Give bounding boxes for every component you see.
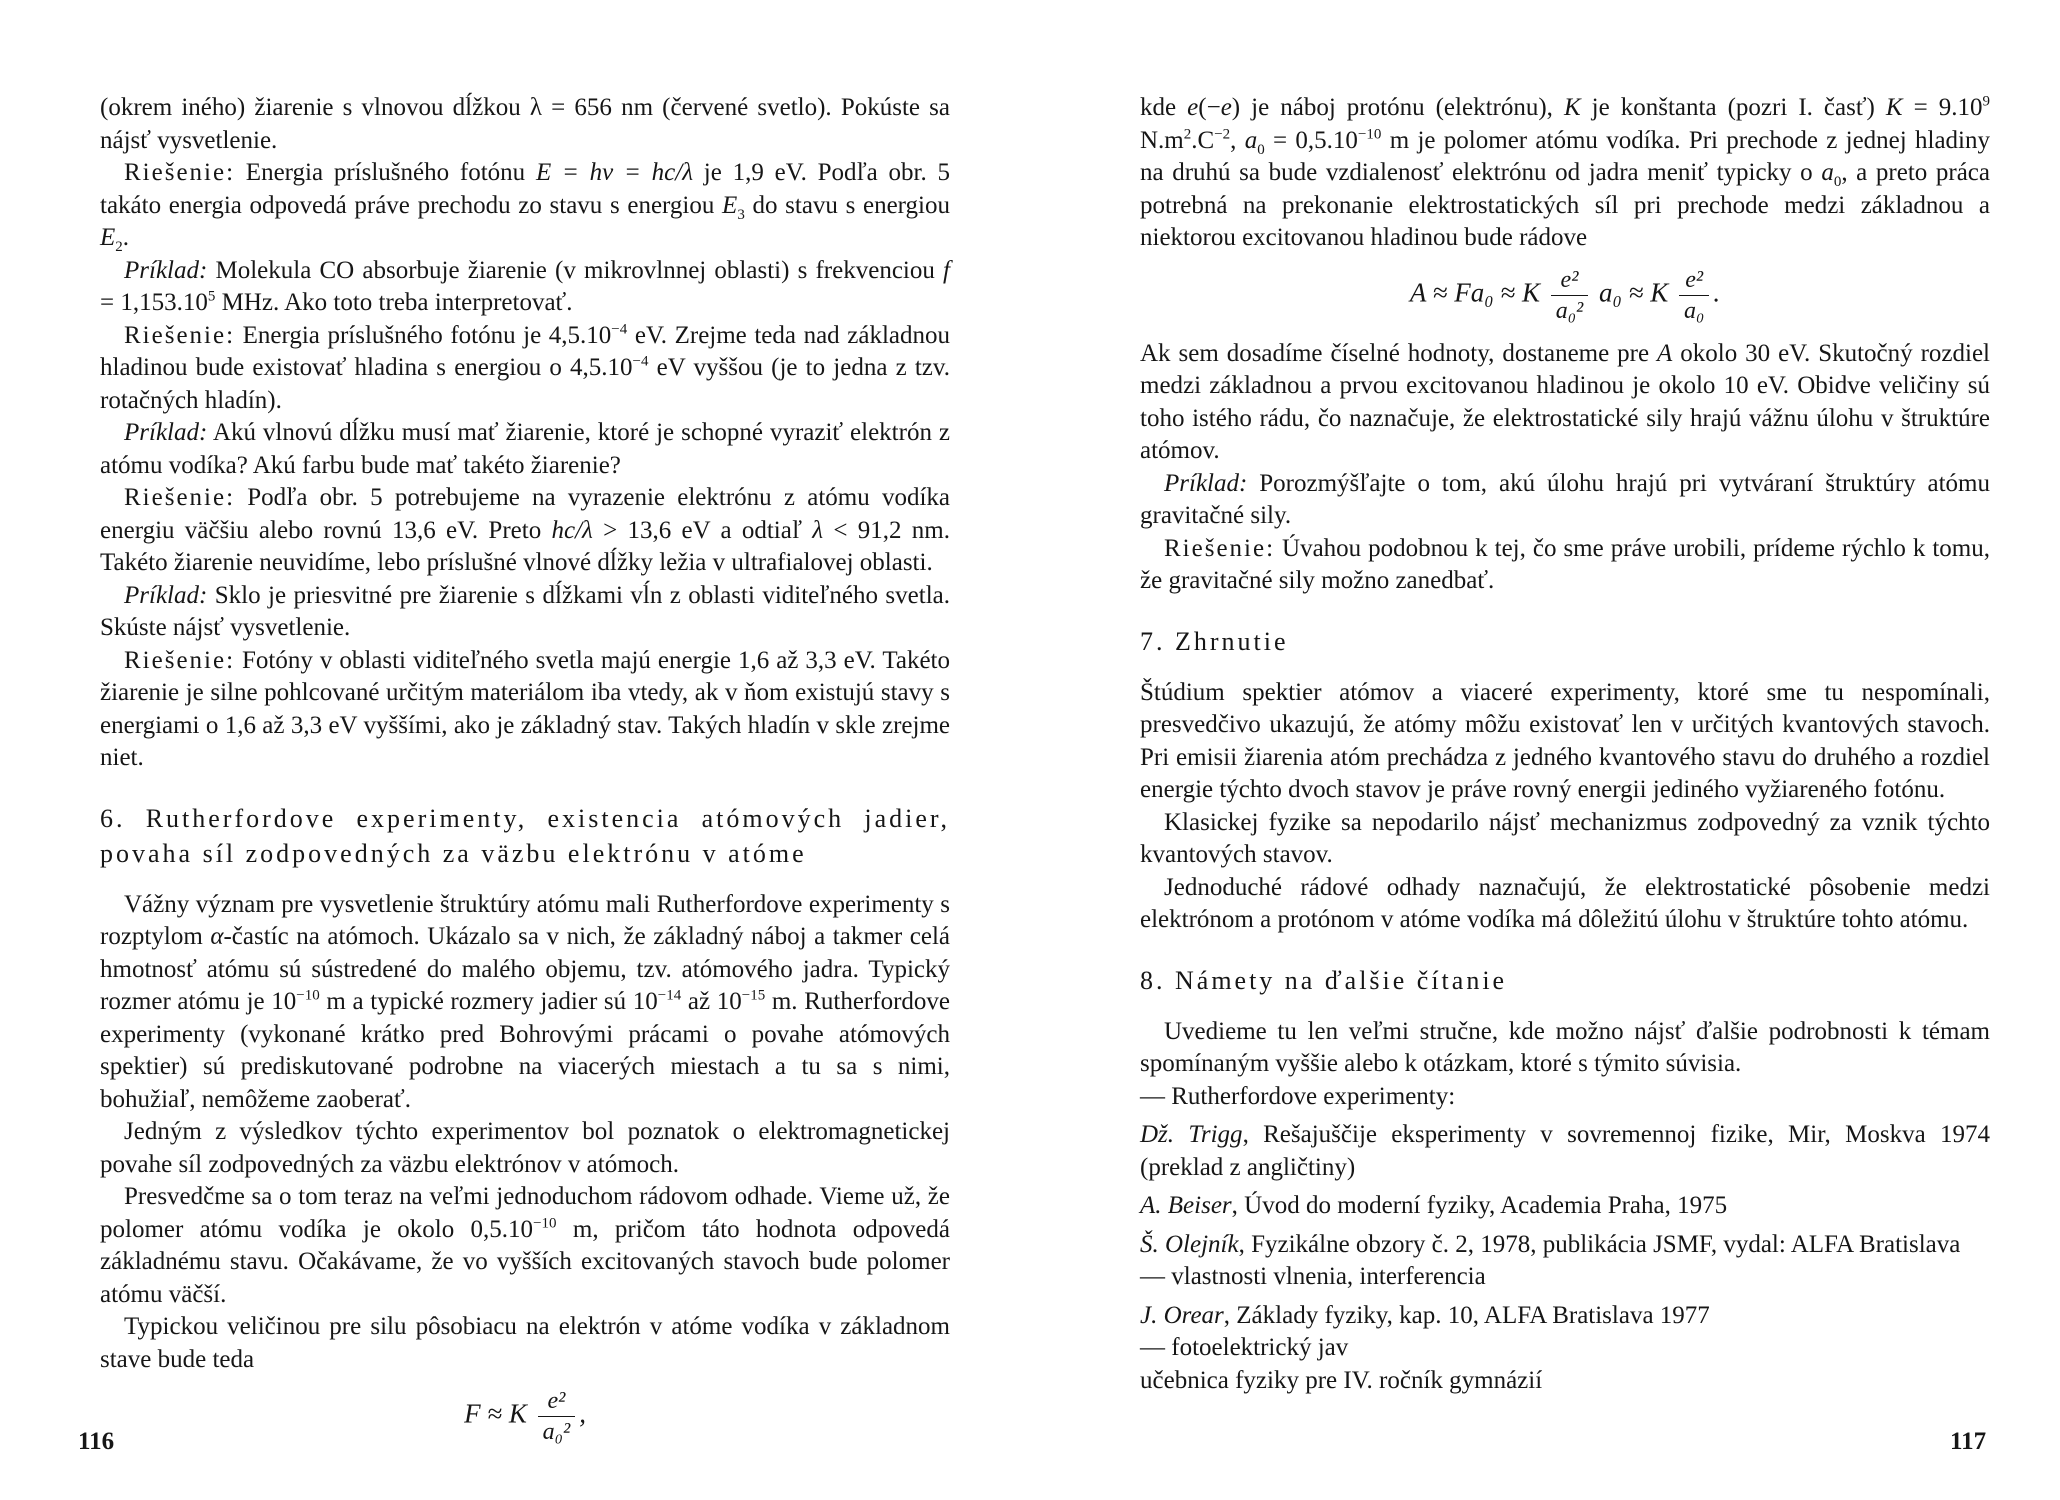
solution-paragraph xyxy=(100,320,950,418)
numerator: e² xyxy=(538,1386,576,1417)
superscript: 2 xyxy=(1183,126,1192,143)
page-number: 116 xyxy=(78,1428,115,1455)
text-run: Ak sem dosadíme číselné hodnoty, dostaneme pre xyxy=(1140,339,1658,367)
right-page xyxy=(1140,92,1990,1397)
symbol: λ xyxy=(812,516,824,544)
text-run: -častíc na atómoch. Ukázalo sa v nich, že základný náboj a takmer celá hmotnosť atómu sú sústredené do malého objemu, tzv. atómového jadra. Typický rozmer atómu je 10 xyxy=(100,923,950,1015)
superscript: −10 xyxy=(533,1215,557,1232)
text-run: Presvedčme sa o tom teraz na veľmi jednoduchom rádovom odhade. Vieme už, že polomer atómu vodíka je okolo 0,5.10 xyxy=(100,1183,950,1243)
reference-author: Dž. Trigg xyxy=(1140,1121,1243,1148)
solution-paragraph xyxy=(100,645,950,775)
paragraph xyxy=(1140,338,1990,468)
formula-force xyxy=(100,1386,950,1447)
denominator: a₀² xyxy=(1555,297,1584,324)
numerator: e² xyxy=(1551,265,1589,296)
fraction xyxy=(538,1386,576,1447)
formula-inline: E = hν = hc/λ xyxy=(535,159,694,186)
superscript: 5 xyxy=(207,288,216,305)
formula-inline: hc/λ xyxy=(551,516,593,544)
paragraph: Jednoduché rádové odhady naznačujú, že elektrostatické pôsobenie medzi elektrónom a protónom v atóme vodíka má dôležitú úlohu v štruktúre tohto atómu. xyxy=(1140,873,1990,933)
solution-paragraph xyxy=(1140,533,1990,598)
text-run: (− xyxy=(1198,94,1221,121)
paragraph xyxy=(100,889,950,1117)
reference-title: , Fyzikálne obzory č. 2, 1978, publikácia JSMF, vydal: ALFA Bratislava xyxy=(1238,1230,1961,1258)
reference-title: , Základy fyziky, kap. 10, ALFA Bratislava 1977 xyxy=(1223,1301,1710,1329)
section-heading: 7. Zhrnutie xyxy=(1140,626,1289,656)
formula-end: , xyxy=(579,1398,586,1429)
section-heading: 8. Námety na ďalšie čítanie xyxy=(1140,965,1508,995)
text-run: m a typické rozmery jadier sú 10 xyxy=(319,988,658,1015)
example-paragraph xyxy=(100,255,950,320)
solution-label: Riešenie: xyxy=(124,159,236,186)
solution-label: Riešenie: xyxy=(124,646,236,674)
text-run: = 1,153.10 xyxy=(100,289,208,316)
text-run: MHz. Ako toto treba interpretovať. xyxy=(215,289,573,316)
superscript: −10 xyxy=(296,987,320,1004)
paragraph: Štúdium spektier atómov a viaceré experimenty, ktoré sme tu nespomínali, presvedčivo ukazujú, že atómy môžu existovať len v určitých kvantových stavoch. Pri emisii žiarenia atóm prechádza z jedného kvantového stavu do druhého a rozdiel energie týchto dvoch stavov je práve rovný energii jediného vyžiareného fotónu. xyxy=(1140,678,1990,803)
text-run: Podľa obr. 5 potrebujeme na vyrazenie elektrónu z atómu vodíka energiu väčšiu alebo rovnú 13,6 eV. Preto xyxy=(100,484,950,544)
solution-paragraph xyxy=(100,482,950,580)
symbol: e xyxy=(1220,94,1232,121)
example-label: Príklad: xyxy=(1164,469,1248,497)
formula-work xyxy=(1140,265,1990,326)
paragraph: Uvedieme tu len veľmi stručne, kde možno nájsť ďalšie podrobnosti k témam spomínaným vyššie alebo k otázkam, ktoré s týmito súvisia. xyxy=(1140,1017,1990,1077)
text-run: do stavu s energiou xyxy=(744,191,950,219)
solution-label: Riešenie: xyxy=(1164,534,1276,562)
text-run: < 91,2 nm. Takéto žiarenie neuvidíme, lebo príslušné vlnové dĺžky ležia v ultrafialovej oblasti. xyxy=(100,516,950,576)
text-run: Akú vlnovú dĺžku musí mať žiarenie, ktoré je schopné vyraziť elektrón z atómu vodíka? Akú farbu bude mať takéto žiarenie? xyxy=(100,419,950,479)
fraction xyxy=(1551,265,1589,326)
reference-title: , Rešajuščije eksperimenty v sovremennoj fizike, Mir, Moskva 1974 (preklad z angličtiny) xyxy=(1140,1121,1991,1181)
reference-item xyxy=(1140,1119,1990,1184)
denominator: a₀² xyxy=(542,1419,571,1445)
symbol: K xyxy=(1885,94,1903,121)
formula-left: A ≈ Fa₀ ≈ K xyxy=(1409,277,1540,308)
symbol: E xyxy=(100,224,116,251)
page-number: 117 xyxy=(1950,1428,1987,1455)
text-run: , a preto práca potrebná na prekonanie elektrostatických síl pri prechode medzi základnou a niektorou excitovanou hladinou bude rádove xyxy=(1140,159,1991,251)
text-run: = 9.10 xyxy=(1902,94,1983,121)
text-run: .C xyxy=(1191,126,1215,154)
text-run: . xyxy=(122,224,130,251)
symbol: f xyxy=(943,256,950,284)
reference-item xyxy=(1140,1229,1990,1262)
fraction xyxy=(1679,265,1709,326)
solution-paragraph xyxy=(100,157,950,255)
reference-author: Š. Olejník xyxy=(1140,1230,1239,1258)
text-run: m. Rutherfordove experimenty (vykonané krátko pred Bohrovými prácami o povahe atómových spektier) sú prediskutované podrobne na viacerých miestach a tu sa s nimi, bohužiaľ, nemôžeme zaoberať. xyxy=(100,988,950,1113)
text-run: Energia príslušného fotónu je 4,5.10 xyxy=(235,321,612,349)
superscript: 9 xyxy=(1982,93,1990,110)
reference-topic: — vlastnosti vlnenia, interferencia xyxy=(1140,1263,1486,1290)
text-run: Úvahou podobnou k tej, čo sme práve urobili, prídeme rýchlo k tomu, že gravitačné sily možno zanedbať. xyxy=(1140,534,1990,594)
paragraph: Jedným z výsledkov týchto experimentov bol poznatok o elektromagnetickej povahe síl zodpovedných za väzbu elektrónov v atómoch. xyxy=(100,1118,950,1178)
superscript: −14 xyxy=(657,987,682,1004)
symbol: E xyxy=(722,191,738,219)
symbol: a xyxy=(1821,159,1834,186)
section-heading: 6. Rutherfordove experimenty, existencia atómových jadier, povaha síl zodpovedných za väzbu elektrónu v atóme xyxy=(100,803,950,868)
symbol: α xyxy=(210,923,224,950)
text-run: Energia príslušného fotónu xyxy=(235,159,536,186)
left-page xyxy=(100,92,950,1459)
formula-middle: a₀ ≈ K xyxy=(1599,277,1669,308)
text-run: m, pričom táto hodnota odpovedá základnému stavu. Očakávame, že vo vyšších excitovaných stavoch bude polomer atómu väčší. xyxy=(100,1215,950,1308)
subscript: 0 xyxy=(1833,174,1842,190)
superscript: −2 xyxy=(1214,126,1231,143)
solution-label: Riešenie: xyxy=(124,484,236,511)
reference-item: učebnica fyziky pre IV. ročník gymnázií xyxy=(1140,1366,1543,1394)
reference-author: A. Beiser xyxy=(1140,1192,1232,1219)
example-label: Príklad: xyxy=(124,419,208,446)
example-label: Príklad: xyxy=(124,581,208,609)
text-run: Porozmýšľajte o tom, akú úlohu hrajú pri vytváraní štruktúry atómu gravitačné sily. xyxy=(1140,469,1990,529)
paragraph: Klasickej fyzike sa nepodarilo nájsť mechanizmus zodpovedný za vznik týchto kvantových stavov. xyxy=(1140,808,1990,868)
example-paragraph xyxy=(1140,468,1990,533)
text-run: eV vyššou (je to jedna z tzv. rotačných hladín). xyxy=(100,354,950,414)
text-run: okolo 30 eV. Skutočný rozdiel medzi základnou a prvou excitovanou hladinou je okolo 10 eV. Obidve veličiny sú toho istého rádu, čo naznačuje, že elektrostatické sily hrajú vážnu úlohu v štruktúre atómov. xyxy=(1140,339,1990,464)
superscript: −10 xyxy=(1357,126,1382,143)
text-run: , xyxy=(1230,126,1245,154)
reference-title: , Úvod do moderní fyziky, Academia Praha, 1975 xyxy=(1231,1192,1728,1219)
text-run: až 10 xyxy=(681,988,742,1015)
superscript: −4 xyxy=(611,321,628,338)
text-run: m je polomer atómu vodíka. Pri prechode z jednej hladiny na druhú sa bude vzdialenosť elektrónu od jadra meniť typicky o xyxy=(1140,126,1990,186)
text-run: > 13,6 eV a odtiaľ xyxy=(592,516,813,544)
paragraph: (okrem iného) žiarenie s vlnovou dĺžkou λ = 656 nm (červené svetlo). Pokúste sa nájsť vysvetlenie. xyxy=(100,94,950,154)
text-run: = 0,5.10 xyxy=(1264,126,1358,154)
superscript: −15 xyxy=(741,987,766,1004)
reference-topic: — fotoelektrický jav xyxy=(1140,1334,1349,1361)
reference-item xyxy=(1140,1190,1990,1223)
reference-author: J. Orear xyxy=(1140,1301,1224,1329)
text-run: N.m xyxy=(1140,126,1184,154)
paragraph: Typickou veličinou pre silu pôsobiacu na elektrón v atóme vodíka v základnom stave bude teda xyxy=(100,1313,950,1373)
text-run: Fotóny v oblasti viditeľného svetla majú energie 1,6 až 3,3 eV. Takéto žiarenie je silne pohlcované určitým materiálom iba vtedy, ak v ňom existujú stavy s energiami o 1,6 až 3,3 eV vyššími, ako je základný stav. Takých hladín v skle zrejme niet. xyxy=(100,646,950,771)
formula-left: F ≈ K xyxy=(464,1398,527,1429)
paragraph xyxy=(100,1181,950,1311)
reference-topic: — Rutherfordove experimenty: xyxy=(1140,1082,1456,1110)
reference-item xyxy=(1140,1300,1990,1333)
formula-end: . xyxy=(1713,277,1721,308)
numerator: e² xyxy=(1679,265,1709,296)
symbol: a xyxy=(1244,126,1258,154)
symbol: K xyxy=(1563,94,1581,121)
text-run: je konštanta (pozri I. časť) xyxy=(1580,94,1886,121)
denominator: a₀ xyxy=(1683,297,1705,324)
example-paragraph xyxy=(100,580,950,645)
text-run: Molekula CO absorbuje žiarenie (v mikrovlnnej oblasti) s frekvenciou xyxy=(207,256,944,284)
example-label: Príklad: xyxy=(124,256,208,284)
text-run: eV. Zrejme teda nad základnou hladinou bude existovať hladina s energiou o 4,5.10 xyxy=(100,321,950,381)
text-run: Vážny význam pre vysvetlenie štruktúry atómu mali Rutherfordove experimenty s rozptylom xyxy=(100,890,950,950)
solution-label: Riešenie: xyxy=(124,321,236,349)
symbol: A xyxy=(1657,339,1673,367)
text-run: Sklo je priesvitné pre žiarenie s dĺžkami vĺn z oblasti viditeľného svetla. Skúste nájsť vysvetlenie. xyxy=(100,581,950,641)
text-run: kde xyxy=(1140,94,1188,121)
text-run: je 1,9 eV. Podľa obr. 5 takáto energia odpovedá práve prechodu zo stavu s energiou xyxy=(100,159,950,219)
subscript: 2 xyxy=(115,239,123,255)
superscript: −4 xyxy=(632,353,649,370)
example-paragraph xyxy=(100,417,950,482)
symbol: e xyxy=(1187,94,1199,121)
paragraph xyxy=(1140,92,1990,255)
subscript: 3 xyxy=(737,206,745,223)
text-run: ) je náboj protónu (elektrónu), xyxy=(1231,94,1564,121)
subscript: 0 xyxy=(1257,141,1265,158)
reading-list xyxy=(1140,1016,1990,1398)
